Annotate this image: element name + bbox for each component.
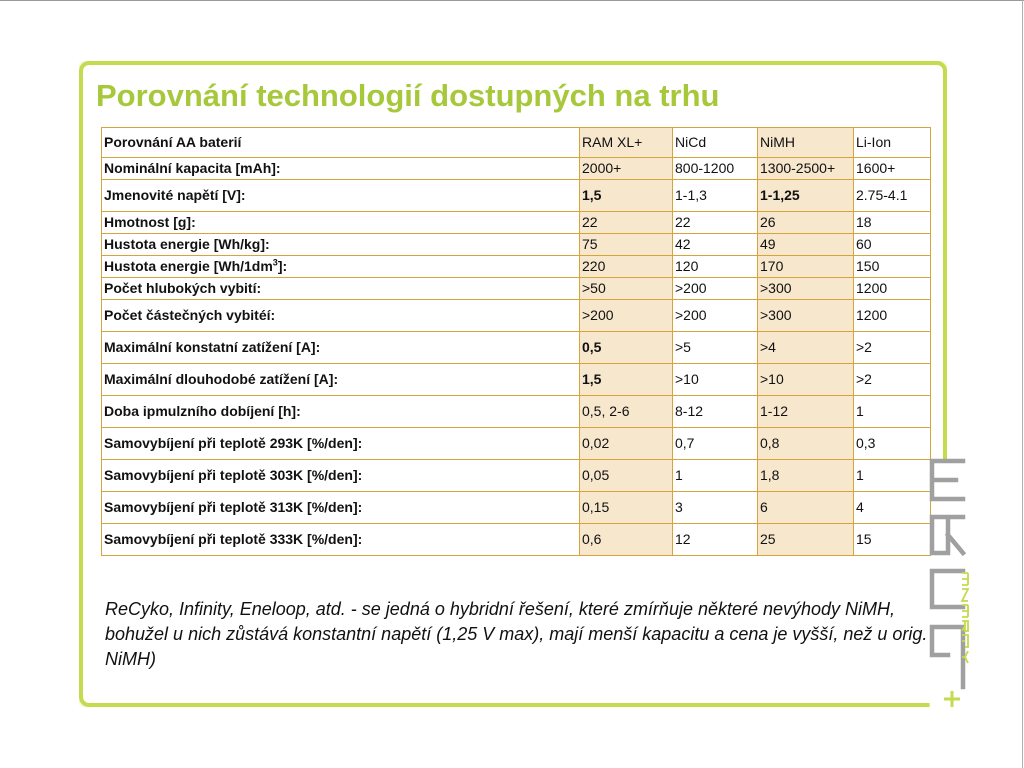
cell-nimh: 49 [758, 234, 854, 256]
cell-ramxl: 1,5 [580, 180, 673, 212]
comparison-table-body [102, 128, 931, 556]
cell-nimh: 6 [758, 492, 854, 524]
table-row [102, 396, 931, 428]
header-label: Porovnání AA baterií [102, 128, 580, 158]
cell-liion: 1 [854, 396, 931, 428]
cell-ramxl: 0,15 [580, 492, 673, 524]
table-row [102, 158, 931, 180]
table-row [102, 428, 931, 460]
top-border-line [0, 0, 1024, 1]
cell-nicd: 8-12 [673, 396, 758, 428]
cell-nicd: 3 [673, 492, 758, 524]
cell-liion: >2 [854, 332, 931, 364]
row-label: Samovybíjení při teplotě 313K [%/den]: [102, 492, 580, 524]
cell-nimh: 0,8 [758, 428, 854, 460]
row-label: Doba ipmulzního dobíjení [h]: [102, 396, 580, 428]
cell-nimh: >10 [758, 364, 854, 396]
cell-nicd: >200 [673, 300, 758, 332]
cell-ramxl: 0,05 [580, 460, 673, 492]
pure-energy-logo [926, 455, 972, 720]
right-border-line [1022, 0, 1023, 768]
table-row [102, 278, 931, 300]
header-ramxl: RAM XL+ [580, 128, 673, 158]
cell-ramxl: 22 [580, 212, 673, 234]
cell-ramxl: 75 [580, 234, 673, 256]
cell-nicd: 0,7 [673, 428, 758, 460]
cell-nicd: >10 [673, 364, 758, 396]
cell-nimh: 1-12 [758, 396, 854, 428]
row-label: Samovybíjení při teplotě 333K [%/den]: [102, 524, 580, 556]
cell-ramxl: 0,5 [580, 332, 673, 364]
row-label-suffix: ]: [277, 258, 288, 274]
row-label: Hmotnost [g]: [102, 212, 580, 234]
cell-nimh: >300 [758, 278, 854, 300]
cell-nimh: 1,8 [758, 460, 854, 492]
table-row [102, 212, 931, 234]
table-row [102, 256, 931, 278]
cell-nicd: 42 [673, 234, 758, 256]
cell-liion: 60 [854, 234, 931, 256]
row-label: Samovybíjení při teplotě 303K [%/den]: [102, 460, 580, 492]
row-label: Počet částečných vybitéí: [102, 300, 580, 332]
cell-nicd: >5 [673, 332, 758, 364]
cell-ramxl: 0,5, 2-6 [580, 396, 673, 428]
cell-nicd: 1 [673, 460, 758, 492]
cell-nimh: 26 [758, 212, 854, 234]
header-nimh: NiMH [758, 128, 854, 158]
table-row [102, 492, 931, 524]
row-label: Hustota energie [Wh/kg]: [102, 234, 580, 256]
table-row [102, 234, 931, 256]
row-label-superscript: 3 [272, 257, 278, 268]
header-liion: Li-Ion [854, 128, 931, 158]
cell-ramxl: 0,6 [580, 524, 673, 556]
cell-liion: 1 [854, 460, 931, 492]
cell-liion: 18 [854, 212, 931, 234]
cell-ramxl: 2000+ [580, 158, 673, 180]
table-row [102, 180, 931, 212]
row-label: Nominální kapacita [mAh]: [102, 158, 580, 180]
cell-ramxl: >200 [580, 300, 673, 332]
cell-nimh: 1300-2500+ [758, 158, 854, 180]
plus-icon [944, 691, 960, 707]
cell-liion: 1200 [854, 300, 931, 332]
header-nicd: NiCd [673, 128, 758, 158]
cell-liion: 1600+ [854, 158, 931, 180]
cell-liion: 15 [854, 524, 931, 556]
cell-nicd: 800-1200 [673, 158, 758, 180]
table-header-row [102, 128, 931, 158]
cell-ramxl: 0,02 [580, 428, 673, 460]
cell-liion: 2.75-4.1 [854, 180, 931, 212]
hybrid-note: ReCyko, Infinity, Eneloop, atd. - se jedná o hybridní řešení, které zmírňuje některé nevýhody NiMH, bohužel u nich zůstává konstantní napětí (1,25 V max), mají menší kapacitu a cena je vyšší, než u orig. NiMH) [105, 599, 928, 669]
cell-liion: 150 [854, 256, 931, 278]
cell-nimh: 1-1,25 [758, 180, 854, 212]
row-label: Počet hlubokých vybití: [102, 278, 580, 300]
cell-nicd: 22 [673, 212, 758, 234]
row-label [102, 256, 580, 278]
cell-ramxl: 220 [580, 256, 673, 278]
table-row [102, 332, 931, 364]
cell-liion: 1200 [854, 278, 931, 300]
cell-nimh: >4 [758, 332, 854, 364]
row-label-text: Hustota energie [Wh/1dm [104, 258, 273, 274]
pure-word-icon [932, 461, 963, 687]
cell-nimh: >300 [758, 300, 854, 332]
cell-nicd: 12 [673, 524, 758, 556]
cell-liion: 4 [854, 492, 931, 524]
table-row [102, 524, 931, 556]
row-label: Maximální dlouhodobé zatížení [A]: [102, 364, 580, 396]
cell-nimh: 25 [758, 524, 854, 556]
comparison-table [101, 127, 931, 556]
cell-ramxl: >50 [580, 278, 673, 300]
row-label: Maximální konstatní zatížení [A]: [102, 332, 580, 364]
cell-nicd: >200 [673, 278, 758, 300]
slide-title: Porovnání technologií dostupných na trhu [96, 78, 720, 113]
table-row [102, 364, 931, 396]
row-label: Samovybíjení při teplotě 293K [%/den]: [102, 428, 580, 460]
cell-ramxl: 1,5 [580, 364, 673, 396]
row-label: Jmenovité napětí [V]: [102, 180, 580, 212]
cell-liion: 0,3 [854, 428, 931, 460]
table-row [102, 460, 931, 492]
cell-nicd: 1-1,3 [673, 180, 758, 212]
cell-nimh: 170 [758, 256, 854, 278]
cell-nicd: 120 [673, 256, 758, 278]
cell-liion: >2 [854, 364, 931, 396]
table-row [102, 300, 931, 332]
